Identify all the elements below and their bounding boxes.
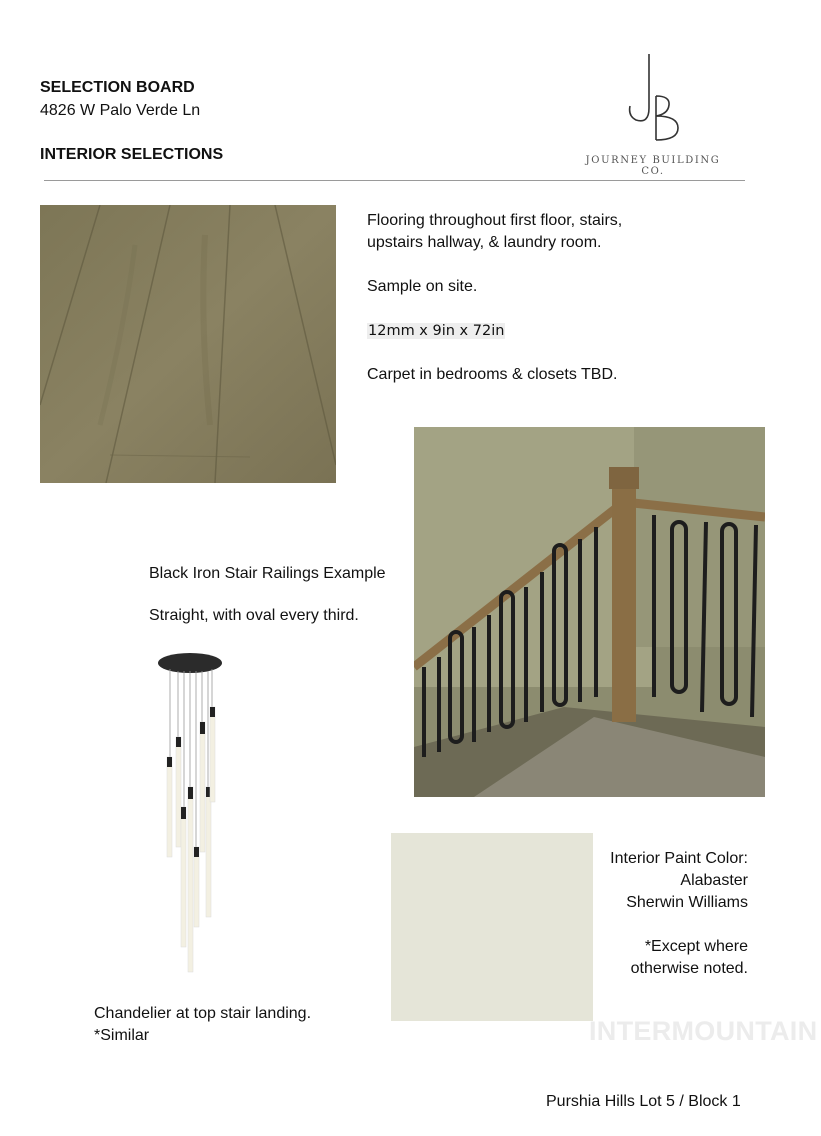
- stair-railing-description: [149, 563, 409, 647]
- paint-color-swatch: [391, 833, 593, 1021]
- flooring-line-1: Flooring throughout first floor, stairs,: [367, 212, 623, 229]
- stair-railing-note: Straight, with oval every third.: [149, 607, 359, 624]
- carpet-note: Carpet in bedrooms & closets TBD.: [367, 366, 618, 383]
- property-address: 4826 W Palo Verde Ln: [40, 102, 201, 119]
- chandelier-line-1: Chandelier at top stair landing.: [94, 1005, 312, 1022]
- paint-brand: Sherwin Williams: [626, 894, 748, 911]
- flooring-line-2: upstairs hallway, & laundry room.: [367, 234, 602, 251]
- flooring-sample-image: [40, 205, 336, 483]
- flooring-description: [367, 210, 687, 408]
- flooring-sample-note: Sample on site.: [367, 278, 478, 295]
- flooring-spec: 12mm x 9in x 72in: [368, 323, 505, 339]
- paint-exception-line-2: otherwise noted.: [630, 960, 748, 977]
- stair-railing-image: [414, 427, 765, 797]
- stair-railing-title: Black Iron Stair Railings Example: [149, 565, 386, 582]
- chandelier-image: [150, 647, 230, 977]
- company-name: JOURNEY BUILDING CO.: [585, 155, 721, 177]
- page-title: SELECTION BOARD: [40, 79, 195, 96]
- jb-monogram-icon: [572, 48, 734, 152]
- chandelier-description: [94, 1003, 354, 1047]
- chandelier-line-2: *Similar: [94, 1027, 150, 1044]
- header-divider: [44, 180, 745, 181]
- paint-exception-line-1: *Except where: [644, 938, 748, 955]
- company-logo: [572, 48, 734, 177]
- paint-label: Interior Paint Color:: [610, 850, 748, 867]
- paint-name: Alabaster: [680, 872, 748, 889]
- lot-block-footer: Purshia Hills Lot 5 / Block 1: [546, 1093, 741, 1110]
- watermark: INTERMOUNTAIN: [589, 1016, 818, 1046]
- paint-description: [590, 848, 748, 980]
- section-heading: INTERIOR SELECTIONS: [40, 146, 224, 163]
